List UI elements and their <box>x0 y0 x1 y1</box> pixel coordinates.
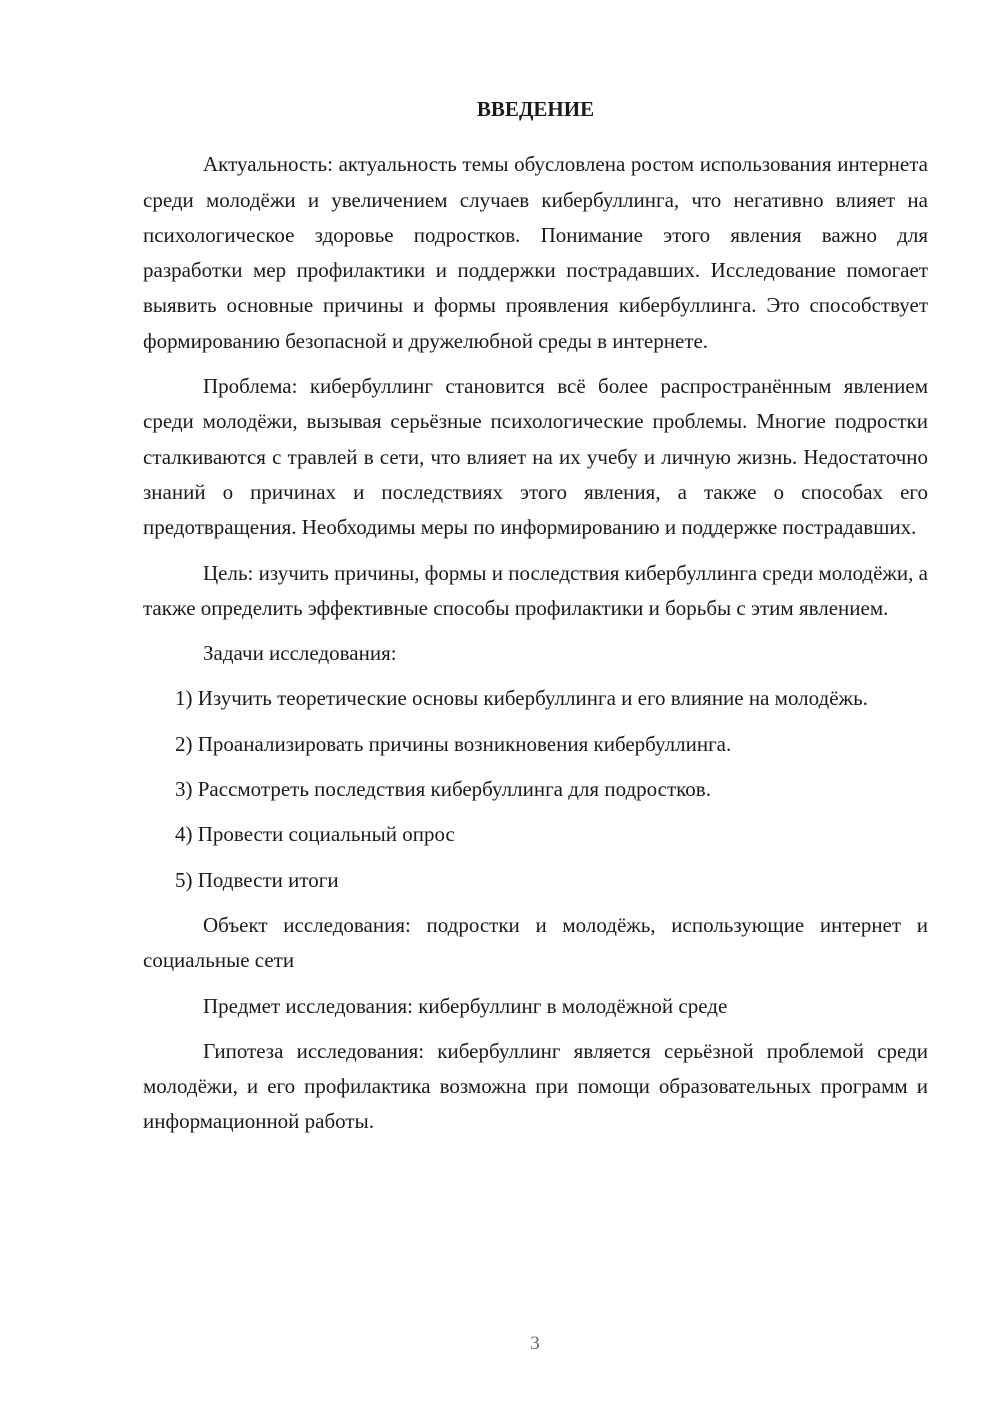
tasks-heading: Задачи исследования: <box>203 641 397 666</box>
task-item-5: 5) Подвести итоги <box>175 867 339 892</box>
task-item-1: 1) Изучить теоретические основы кибербуллинга и его влияние на молодёжь. <box>175 686 868 711</box>
task-item-3: 3) Рассмотреть последствия кибербуллинга для подростков. <box>175 777 711 802</box>
page-number: 3 <box>530 1333 540 1354</box>
relevance-paragraph: Актуальность: актуальность темы обусловлена ростом использования интернета среди молодёжи и увеличением случаев кибербуллинга, что негативно влияет на психологическое здоровье подростков. Понимание этого явления важно для разработки мер профилактики и поддержки пострадавших. Исследование помогает выявить основные причины и формы проявления кибербуллинга. Это способствует формированию безопасной и дружелюбной среды в интернете. <box>143 152 928 353</box>
goal-paragraph: Цель: изучить причины, формы и последствия кибербуллинга среди молодёжи, а также определить эффективные способы профилактики и борьбы с этим явлением. <box>143 560 928 620</box>
hypothesis-paragraph: Гипотеза исследования: кибербуллинг является серьёзной проблемой среди молодёжи, и его профилактика возможна при помощи образовательных программ и информационной работы. <box>143 1038 928 1134</box>
object-paragraph: Объект исследования: подростки и молодёжь, использующие интернет и социальные сети <box>143 912 928 973</box>
task-item-2: 2) Проанализировать причины возникновения кибербуллинга. <box>175 731 732 756</box>
task-item-4: 4) Провести социальный опрос <box>175 822 455 847</box>
subject-paragraph: Предмет исследования: кибербуллинг в молодёжной среде <box>203 993 728 1018</box>
section-title: ВВЕДЕНИЕ <box>476 97 595 121</box>
document-page <box>143 92 928 1150</box>
problem-paragraph: Проблема: кибербуллинг становится всё более распространённым явлением среди молодёжи, вызывая серьёзные психологические проблемы. Многие подростки сталкиваются с травлей в сети, что влияет на их учебу и личную жизнь. Недостаточно знаний о причинах и последствиях этого явления, а также о способах его предотвращения. Необходимы меры по информированию и поддержке пострадавших. <box>143 374 928 540</box>
